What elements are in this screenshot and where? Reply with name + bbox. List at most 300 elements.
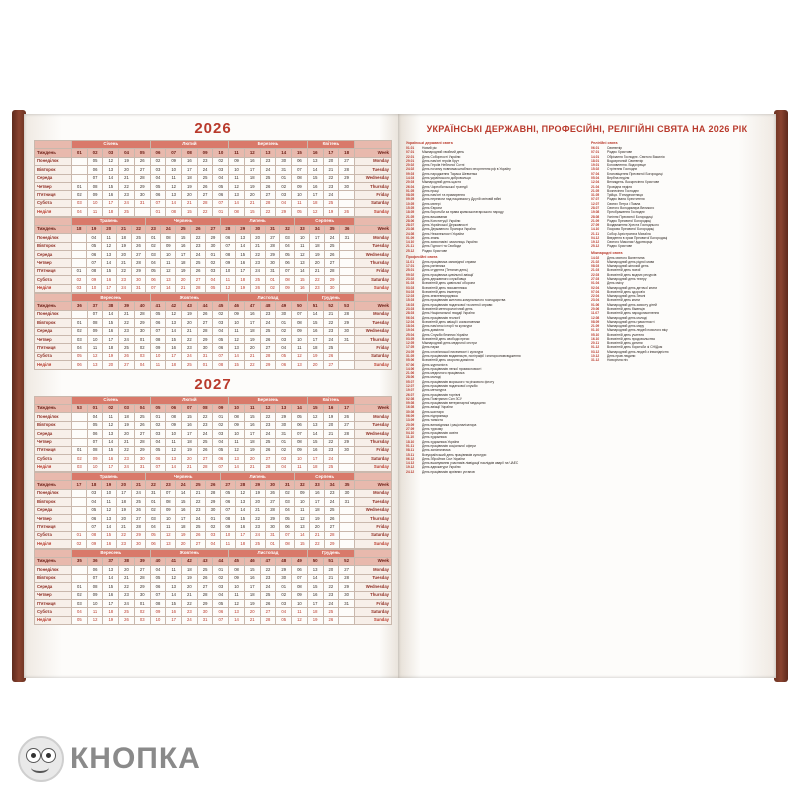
calendar-day-cell[interactable]: [72, 413, 88, 421]
calendar-day-cell[interactable]: 20: [176, 540, 191, 548]
calendar-day-cell[interactable]: 26: [339, 208, 355, 216]
calendar-day-cell[interactable]: 06: [220, 498, 235, 506]
calendar-day-cell[interactable]: 10: [87, 335, 103, 343]
calendar-day-cell[interactable]: 11: [220, 540, 235, 548]
calendar-day-cell[interactable]: 23: [119, 455, 135, 463]
calendar-day-cell[interactable]: 30: [339, 591, 355, 599]
calendar-day-cell[interactable]: 18: [307, 608, 323, 616]
calendar-day-cell[interactable]: 08: [150, 599, 166, 607]
calendar-day-cell[interactable]: 26: [197, 446, 213, 454]
calendar-day-cell[interactable]: 08: [220, 251, 235, 259]
calendar-day-cell[interactable]: 04: [72, 344, 88, 352]
calendar-day-cell[interactable]: 04: [87, 413, 103, 421]
calendar-day-cell[interactable]: 29: [206, 234, 221, 242]
calendar-day-cell[interactable]: 08: [87, 319, 103, 327]
calendar-day-cell[interactable]: 24: [260, 319, 276, 327]
calendar-day-cell[interactable]: 26: [197, 574, 213, 582]
calendar-day-cell[interactable]: 14: [101, 259, 116, 267]
calendar-day-cell[interactable]: 03: [72, 335, 88, 343]
calendar-day-cell[interactable]: 07: [150, 327, 166, 335]
calendar-day-cell[interactable]: 22: [182, 335, 198, 343]
calendar-day-cell[interactable]: 30: [206, 242, 221, 250]
calendar-day-cell[interactable]: 09: [87, 455, 103, 463]
calendar-day-cell[interactable]: 03: [213, 583, 229, 591]
calendar-day-cell[interactable]: 03: [276, 455, 292, 463]
calendar-day-cell[interactable]: 21: [119, 174, 135, 182]
calendar-day-cell[interactable]: 08: [150, 335, 166, 343]
calendar-day-cell[interactable]: [72, 242, 87, 250]
calendar-day-cell[interactable]: 11: [166, 174, 182, 182]
calendar-day-cell[interactable]: 10: [220, 267, 235, 275]
calendar-day-cell[interactable]: 26: [325, 251, 340, 259]
calendar-day-cell[interactable]: 20: [250, 498, 265, 506]
calendar-day-cell[interactable]: 16: [103, 591, 119, 599]
calendar-day-cell[interactable]: 09: [166, 421, 182, 429]
calendar-day-cell[interactable]: 07: [280, 531, 295, 539]
calendar-day-cell[interactable]: 09: [292, 446, 308, 454]
calendar-day-cell[interactable]: 05: [206, 284, 221, 292]
calendar-day-cell[interactable]: 03: [72, 284, 87, 292]
calendar-day-cell[interactable]: 17: [307, 191, 323, 199]
calendar-day-cell[interactable]: 24: [197, 166, 213, 174]
calendar-day-cell[interactable]: 23: [323, 446, 339, 454]
calendar-day-cell[interactable]: 01: [213, 413, 229, 421]
calendar-day-cell[interactable]: 02: [213, 310, 229, 318]
calendar-day-cell[interactable]: 18: [103, 608, 119, 616]
calendar-day-cell[interactable]: 13: [166, 583, 182, 591]
calendar-day-cell[interactable]: 26: [260, 446, 276, 454]
calendar-day-cell[interactable]: 29: [339, 583, 355, 591]
calendar-day-cell[interactable]: 12: [161, 531, 176, 539]
calendar-day-cell[interactable]: 15: [307, 438, 323, 446]
calendar-day-cell[interactable]: 10: [161, 515, 176, 523]
calendar-day-cell[interactable]: 11: [229, 327, 245, 335]
calendar-day-cell[interactable]: 04: [280, 506, 295, 514]
calendar-day-cell[interactable]: 19: [182, 574, 198, 582]
calendar-day-cell[interactable]: 22: [191, 234, 206, 242]
calendar-day-cell[interactable]: 16: [176, 242, 191, 250]
calendar-day-cell[interactable]: 26: [325, 515, 340, 523]
calendar-day-cell[interactable]: 06: [292, 421, 308, 429]
calendar-day-cell[interactable]: 28: [260, 463, 276, 471]
calendar-day-cell[interactable]: [340, 251, 355, 259]
calendar-day-cell[interactable]: 30: [265, 259, 280, 267]
calendar-day-cell[interactable]: 20: [116, 515, 131, 523]
calendar-day-cell[interactable]: 18: [310, 242, 325, 250]
calendar-day-cell[interactable]: 28: [260, 352, 276, 360]
calendar-day-cell[interactable]: 13: [166, 319, 182, 327]
calendar-day-cell[interactable]: 09: [150, 344, 166, 352]
calendar-day-cell[interactable]: 21: [182, 327, 198, 335]
calendar-day-cell[interactable]: 15: [295, 276, 310, 284]
calendar-day-cell[interactable]: 29: [276, 208, 292, 216]
calendar-day-cell[interactable]: 14: [161, 284, 176, 292]
calendar-day-cell[interactable]: 20: [323, 566, 339, 574]
calendar-day-cell[interactable]: 13: [161, 276, 176, 284]
calendar-day-cell[interactable]: [339, 463, 355, 471]
calendar-day-cell[interactable]: 27: [323, 361, 339, 369]
calendar-day-cell[interactable]: 14: [307, 310, 323, 318]
calendar-day-cell[interactable]: 22: [197, 208, 213, 216]
calendar-day-cell[interactable]: 05: [220, 489, 235, 497]
calendar-day-cell[interactable]: 08: [161, 234, 176, 242]
calendar-day-cell[interactable]: 28: [265, 242, 280, 250]
calendar-day-cell[interactable]: [72, 574, 88, 582]
calendar-day-cell[interactable]: 26: [197, 310, 213, 318]
calendar-day-cell[interactable]: 16: [307, 591, 323, 599]
calendar-day-cell[interactable]: 20: [323, 421, 339, 429]
calendar-day-cell[interactable]: 23: [323, 182, 339, 190]
calendar-day-cell[interactable]: 14: [307, 166, 323, 174]
calendar-day-cell[interactable]: 08: [229, 208, 245, 216]
calendar-day-cell[interactable]: 11: [229, 438, 245, 446]
calendar-day-cell[interactable]: 24: [119, 599, 135, 607]
calendar-day-cell[interactable]: 20: [119, 566, 135, 574]
calendar-day-cell[interactable]: 23: [250, 259, 265, 267]
calendar-day-cell[interactable]: 19: [323, 208, 339, 216]
calendar-day-cell[interactable]: 01: [146, 498, 161, 506]
calendar-day-cell[interactable]: 10: [161, 251, 176, 259]
calendar-day-cell[interactable]: 15: [307, 319, 323, 327]
calendar-day-cell[interactable]: 04: [276, 199, 292, 207]
calendar-day-cell[interactable]: 07: [87, 174, 103, 182]
calendar-day-cell[interactable]: 03: [276, 335, 292, 343]
calendar-day-cell[interactable]: 19: [235, 284, 250, 292]
calendar-day-cell[interactable]: 17: [182, 430, 198, 438]
calendar-day-cell[interactable]: 10: [166, 166, 182, 174]
calendar-day-cell[interactable]: 04: [150, 566, 166, 574]
calendar-day-cell[interactable]: 03: [276, 599, 292, 607]
calendar-day-cell[interactable]: 17: [176, 251, 191, 259]
calendar-day-cell[interactable]: 05: [72, 352, 88, 360]
calendar-day-cell[interactable]: 29: [339, 174, 355, 182]
calendar-day-cell[interactable]: 25: [260, 174, 276, 182]
calendar-day-cell[interactable]: 26: [260, 335, 276, 343]
calendar-day-cell[interactable]: 13: [235, 234, 250, 242]
calendar-day-cell[interactable]: 30: [134, 455, 150, 463]
calendar-day-cell[interactable]: [72, 174, 88, 182]
calendar-day-cell[interactable]: 26: [197, 182, 213, 190]
calendar-day-cell[interactable]: [340, 523, 355, 531]
calendar-day-cell[interactable]: 02: [280, 489, 295, 497]
calendar-day-cell[interactable]: 02: [146, 242, 161, 250]
calendar-day-cell[interactable]: 20: [244, 455, 260, 463]
calendar-day-cell[interactable]: 06: [150, 455, 166, 463]
calendar-day-cell[interactable]: 14: [235, 506, 250, 514]
calendar-day-cell[interactable]: 05: [146, 531, 161, 539]
calendar-day-cell[interactable]: 27: [197, 191, 213, 199]
calendar-day-cell[interactable]: 01: [206, 515, 221, 523]
calendar-day-cell[interactable]: 30: [325, 284, 340, 292]
calendar-day-cell[interactable]: [72, 498, 87, 506]
calendar-day-cell[interactable]: 15: [307, 174, 323, 182]
calendar-day-cell[interactable]: 16: [244, 574, 260, 582]
calendar-day-cell[interactable]: 27: [325, 523, 340, 531]
calendar-day-cell[interactable]: 20: [244, 191, 260, 199]
calendar-day-cell[interactable]: 30: [134, 191, 150, 199]
calendar-day-cell[interactable]: 05: [213, 182, 229, 190]
calendar-day-cell[interactable]: 10: [229, 430, 245, 438]
calendar-day-cell[interactable]: 13: [235, 498, 250, 506]
calendar-day-cell[interactable]: 20: [182, 191, 198, 199]
calendar-day-cell[interactable]: 06: [292, 157, 308, 165]
calendar-day-cell[interactable]: 25: [119, 344, 135, 352]
calendar-day-cell[interactable]: 04: [86, 234, 101, 242]
calendar-day-cell[interactable]: 25: [250, 540, 265, 548]
calendar-day-cell[interactable]: 15: [101, 531, 116, 539]
calendar-day-cell[interactable]: 23: [325, 489, 340, 497]
calendar-day-cell[interactable]: 27: [339, 421, 355, 429]
calendar-day-cell[interactable]: 24: [323, 191, 339, 199]
calendar-day-cell[interactable]: 09: [220, 523, 235, 531]
calendar-day-cell[interactable]: 14: [307, 574, 323, 582]
calendar-day-cell[interactable]: 30: [197, 344, 213, 352]
calendar-day-cell[interactable]: 06: [213, 344, 229, 352]
calendar-day-cell[interactable]: 28: [197, 327, 213, 335]
calendar-day-cell[interactable]: 03: [72, 199, 88, 207]
calendar-day-cell[interactable]: 25: [325, 506, 340, 514]
calendar-day-cell[interactable]: 07: [87, 438, 103, 446]
calendar-day-cell[interactable]: 29: [276, 566, 292, 574]
calendar-day-cell[interactable]: 09: [220, 259, 235, 267]
calendar-day-cell[interactable]: 07: [213, 616, 229, 624]
calendar-day-cell[interactable]: 01: [197, 361, 213, 369]
calendar-day-cell[interactable]: 31: [265, 267, 280, 275]
calendar-day-cell[interactable]: 21: [182, 591, 198, 599]
calendar-day-cell[interactable]: 15: [103, 446, 119, 454]
calendar-day-cell[interactable]: 05: [86, 242, 101, 250]
calendar-day-cell[interactable]: 11: [150, 361, 166, 369]
calendar-day-cell[interactable]: 23: [197, 421, 213, 429]
calendar-day-cell[interactable]: 09: [229, 574, 245, 582]
calendar-day-cell[interactable]: 17: [244, 430, 260, 438]
calendar-day-cell[interactable]: 25: [197, 566, 213, 574]
calendar-day-cell[interactable]: 02: [213, 574, 229, 582]
calendar-day-cell[interactable]: 16: [244, 421, 260, 429]
calendar-day-cell[interactable]: 07: [220, 506, 235, 514]
calendar-day-cell[interactable]: 12: [235, 489, 250, 497]
calendar-day-cell[interactable]: 25: [131, 234, 146, 242]
calendar-day-cell[interactable]: 01: [276, 583, 292, 591]
calendar-day-cell[interactable]: 28: [191, 284, 206, 292]
calendar-day-cell[interactable]: 02: [213, 157, 229, 165]
calendar-day-cell[interactable]: 15: [235, 515, 250, 523]
calendar-day-cell[interactable]: 07: [150, 199, 166, 207]
calendar-day-cell[interactable]: 22: [323, 174, 339, 182]
calendar-day-cell[interactable]: 11: [229, 591, 245, 599]
calendar-day-cell[interactable]: 25: [134, 413, 150, 421]
calendar-day-cell[interactable]: 07: [146, 284, 161, 292]
calendar-day-cell[interactable]: 09: [87, 591, 103, 599]
calendar-day-cell[interactable]: 18: [244, 591, 260, 599]
calendar-day-cell[interactable]: 25: [119, 608, 135, 616]
calendar-day-cell[interactable]: 12: [166, 310, 182, 318]
calendar-day-cell[interactable]: [339, 361, 355, 369]
calendar-day-cell[interactable]: 24: [119, 463, 135, 471]
calendar-day-cell[interactable]: 14: [166, 591, 182, 599]
calendar-day-cell[interactable]: 26: [134, 421, 150, 429]
calendar-day-cell[interactable]: 07: [292, 166, 308, 174]
calendar-day-cell[interactable]: 26: [131, 242, 146, 250]
calendar-day-cell[interactable]: [340, 242, 355, 250]
calendar-day-cell[interactable]: 19: [182, 310, 198, 318]
calendar-day-cell[interactable]: 11: [87, 344, 103, 352]
calendar-day-cell[interactable]: 30: [276, 157, 292, 165]
calendar-day-cell[interactable]: 12: [220, 284, 235, 292]
calendar-day-cell[interactable]: 19: [119, 421, 135, 429]
calendar-day-cell[interactable]: 11: [87, 608, 103, 616]
calendar-day-cell[interactable]: 27: [134, 430, 150, 438]
calendar-day-cell[interactable]: 04: [213, 174, 229, 182]
calendar-day-cell[interactable]: 21: [310, 531, 325, 539]
calendar-day-cell[interactable]: 07: [87, 574, 103, 582]
calendar-day-cell[interactable]: 01: [72, 267, 87, 275]
calendar-day-cell[interactable]: 03: [213, 166, 229, 174]
calendar-day-cell[interactable]: 05: [213, 335, 229, 343]
calendar-day-cell[interactable]: 01: [72, 446, 88, 454]
calendar-day-cell[interactable]: 04: [146, 523, 161, 531]
calendar-day-cell[interactable]: 19: [244, 335, 260, 343]
calendar-day-cell[interactable]: 23: [119, 591, 135, 599]
calendar-day-cell[interactable]: 22: [119, 182, 135, 190]
calendar-day-cell[interactable]: 16: [182, 421, 198, 429]
calendar-day-cell[interactable]: 04: [206, 540, 221, 548]
calendar-day-cell[interactable]: 24: [323, 599, 339, 607]
calendar-day-cell[interactable]: 01: [150, 413, 166, 421]
calendar-day-cell[interactable]: 10: [87, 599, 103, 607]
calendar-day-cell[interactable]: 23: [191, 506, 206, 514]
calendar-day-cell[interactable]: 01: [265, 276, 280, 284]
calendar-day-cell[interactable]: 12: [229, 599, 245, 607]
calendar-day-cell[interactable]: 12: [87, 616, 103, 624]
calendar-day-cell[interactable]: 10: [292, 335, 308, 343]
calendar-day-cell[interactable]: 28: [197, 591, 213, 599]
calendar-day-cell[interactable]: 26: [265, 489, 280, 497]
calendar-day-cell[interactable]: 10: [220, 531, 235, 539]
calendar-day-cell[interactable]: 13: [101, 251, 116, 259]
calendar-day-cell[interactable]: 28: [339, 430, 355, 438]
calendar-day-cell[interactable]: 03: [134, 616, 150, 624]
calendar-day-cell[interactable]: 09: [229, 310, 245, 318]
calendar-day-cell[interactable]: 15: [182, 413, 198, 421]
calendar-day-cell[interactable]: [340, 531, 355, 539]
calendar-day-cell[interactable]: 21: [250, 242, 265, 250]
calendar-day-cell[interactable]: 06: [146, 540, 161, 548]
calendar-day-cell[interactable]: 21: [323, 166, 339, 174]
calendar-day-cell[interactable]: 20: [182, 319, 198, 327]
calendar-day-cell[interactable]: 25: [119, 208, 135, 216]
calendar-day-cell[interactable]: 27: [119, 361, 135, 369]
calendar-day-cell[interactable]: 04: [276, 344, 292, 352]
calendar-day-cell[interactable]: 27: [265, 234, 280, 242]
calendar-day-cell[interactable]: 29: [260, 361, 276, 369]
calendar-day-cell[interactable]: 24: [182, 616, 198, 624]
calendar-day-cell[interactable]: 28: [260, 199, 276, 207]
calendar-day-cell[interactable]: 29: [131, 531, 146, 539]
calendar-day-cell[interactable]: 20: [310, 259, 325, 267]
calendar-day-cell[interactable]: 02: [72, 276, 87, 284]
calendar-day-cell[interactable]: 07: [220, 242, 235, 250]
calendar-day-cell[interactable]: 31: [134, 199, 150, 207]
calendar-day-cell[interactable]: 10: [150, 616, 166, 624]
calendar-day-cell[interactable]: 23: [119, 191, 135, 199]
calendar-day-cell[interactable]: 14: [229, 463, 245, 471]
calendar-day-cell[interactable]: 25: [197, 174, 213, 182]
calendar-day-cell[interactable]: 15: [103, 182, 119, 190]
calendar-day-cell[interactable]: 21: [191, 489, 206, 497]
calendar-day-cell[interactable]: 16: [307, 327, 323, 335]
calendar-day-cell[interactable]: 16: [182, 157, 198, 165]
calendar-day-cell[interactable]: 02: [206, 523, 221, 531]
calendar-day-cell[interactable]: 19: [307, 616, 323, 624]
calendar-day-cell[interactable]: 29: [265, 515, 280, 523]
calendar-day-cell[interactable]: 07: [86, 523, 101, 531]
calendar-day-cell[interactable]: 07: [150, 463, 166, 471]
calendar-day-cell[interactable]: 15: [235, 251, 250, 259]
calendar-day-cell[interactable]: 04: [86, 498, 101, 506]
calendar-day-cell[interactable]: 29: [325, 276, 340, 284]
calendar-day-cell[interactable]: 16: [101, 276, 116, 284]
calendar-day-cell[interactable]: 09: [292, 591, 308, 599]
calendar-day-cell[interactable]: 13: [229, 344, 245, 352]
calendar-day-cell[interactable]: 14: [176, 489, 191, 497]
calendar-day-cell[interactable]: 23: [182, 608, 198, 616]
calendar-day-cell[interactable]: 11: [161, 523, 176, 531]
calendar-day-cell[interactable]: 31: [146, 489, 161, 497]
calendar-day-cell[interactable]: [72, 157, 88, 165]
calendar-day-cell[interactable]: 31: [197, 352, 213, 360]
calendar-day-cell[interactable]: 17: [166, 352, 182, 360]
calendar-day-cell[interactable]: 05: [150, 310, 166, 318]
calendar-day-cell[interactable]: 21: [116, 523, 131, 531]
calendar-day-cell[interactable]: 03: [213, 319, 229, 327]
calendar-day-cell[interactable]: 16: [166, 344, 182, 352]
calendar-day-cell[interactable]: 01: [276, 319, 292, 327]
calendar-day-cell[interactable]: 19: [103, 616, 119, 624]
calendar-day-cell[interactable]: 11: [103, 413, 119, 421]
calendar-day-cell[interactable]: 23: [260, 310, 276, 318]
calendar-day-cell[interactable]: 27: [197, 583, 213, 591]
calendar-day-cell[interactable]: 22: [323, 438, 339, 446]
calendar-day-cell[interactable]: 15: [307, 583, 323, 591]
calendar-day-cell[interactable]: 12: [103, 421, 119, 429]
calendar-day-cell[interactable]: 18: [244, 327, 260, 335]
calendar-day-cell[interactable]: 12: [229, 446, 245, 454]
calendar-day-cell[interactable]: [72, 259, 87, 267]
calendar-day-cell[interactable]: 17: [244, 166, 260, 174]
calendar-day-cell[interactable]: 29: [206, 498, 221, 506]
calendar-day-cell[interactable]: 09: [229, 421, 245, 429]
calendar-day-cell[interactable]: 16: [295, 284, 310, 292]
calendar-day-cell[interactable]: 11: [101, 498, 116, 506]
calendar-day-cell[interactable]: 14: [101, 523, 116, 531]
calendar-day-cell[interactable]: 07: [213, 199, 229, 207]
calendar-day-cell[interactable]: 25: [325, 242, 340, 250]
calendar-day-cell[interactable]: 26: [323, 352, 339, 360]
calendar-day-cell[interactable]: 27: [339, 566, 355, 574]
calendar-day-cell[interactable]: 25: [182, 361, 198, 369]
calendar-day-cell[interactable]: 06: [220, 234, 235, 242]
calendar-day-cell[interactable]: 01: [134, 599, 150, 607]
calendar-day-cell[interactable]: 23: [197, 157, 213, 165]
calendar-day-cell[interactable]: 17: [103, 335, 119, 343]
calendar-day-cell[interactable]: 24: [260, 583, 276, 591]
calendar-day-cell[interactable]: 12: [307, 413, 323, 421]
calendar-day-cell[interactable]: 28: [339, 574, 355, 582]
calendar-day-cell[interactable]: 18: [176, 523, 191, 531]
calendar-day-cell[interactable]: 11: [166, 438, 182, 446]
calendar-day-cell[interactable]: 16: [235, 523, 250, 531]
